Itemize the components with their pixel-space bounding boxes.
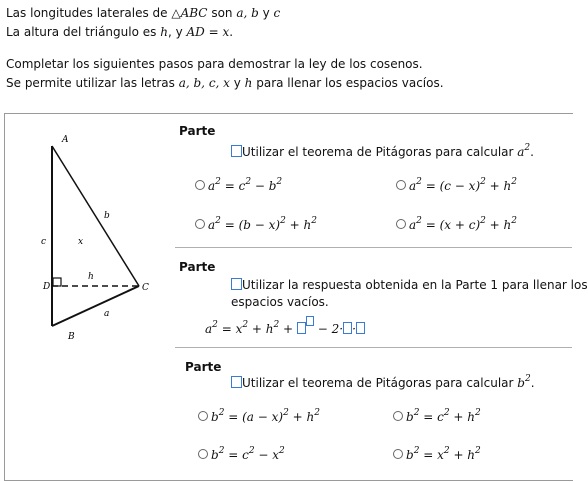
radio-icon[interactable] <box>195 180 205 190</box>
blank-input-3[interactable] <box>356 322 365 334</box>
label-x: x <box>78 237 84 247</box>
radio-icon[interactable] <box>198 411 208 421</box>
part2-label: Parte <box>179 260 216 274</box>
part3-prompt: Utilizar el teorema de Pitágoras para calcular $b^2$. <box>231 376 535 390</box>
blank-input-1[interactable] <box>297 322 306 334</box>
part3-checkbox-icon <box>231 376 242 388</box>
label-a: a <box>104 309 110 319</box>
radio-icon[interactable] <box>198 449 208 459</box>
statement-line-2 <box>6 23 444 42</box>
divider <box>175 247 572 248</box>
text: para llenar los espacios vacíos. <box>252 76 444 90</box>
label-C: C <box>142 283 149 293</box>
problem-statement <box>6 4 444 93</box>
height-var: h <box>160 25 168 39</box>
label-c: c <box>41 237 47 247</box>
triangle-figure <box>41 134 160 344</box>
ad-equation: AD = x <box>186 25 230 39</box>
label-A: A <box>62 135 69 145</box>
part1-prompt-var: $a^2$ <box>517 143 531 159</box>
part2-prompt: Utilizar la respuesta obtenida en la Parte 1 para llenar los espacios vacíos. <box>231 278 588 309</box>
allowed-var-h: h <box>244 76 253 90</box>
statement-line-4 <box>6 74 444 93</box>
text: Las longitudes laterales de <box>6 6 172 20</box>
triangle-name: △ABC <box>171 6 208 20</box>
statement-line-1 <box>6 4 444 23</box>
part2-equation: $a^2 = x^2 + h^2$ + − 2· · <box>205 316 365 336</box>
blank-exponent-input[interactable] <box>306 316 314 326</box>
part1-option-3[interactable]: $a^2 = (b - x)^2 + h^2$ <box>195 218 317 232</box>
text: Se permite utilizar las letras <box>6 76 179 90</box>
part1-label: Parte <box>179 124 216 138</box>
text: y <box>229 76 245 90</box>
part3-label: Parte <box>185 360 222 374</box>
statement-line-3: Completar los siguientes pasos para demostrar la ley de los cosenos. <box>6 57 423 71</box>
radio-icon[interactable] <box>195 219 205 229</box>
text: y <box>258 6 274 20</box>
text: La altura del triángulo es <box>6 25 161 39</box>
radio-icon[interactable] <box>393 411 403 421</box>
part1-prompt: Utilizar el teorema de Pitágoras para calcular $a^2$. <box>231 145 534 159</box>
side-vars: a, b <box>236 6 259 20</box>
text: . <box>229 25 234 39</box>
blank-input-2[interactable] <box>343 322 352 334</box>
part3-option-4[interactable]: $b^2 = x^2 + h^2$ <box>393 448 481 462</box>
divider <box>175 347 572 348</box>
part1-checkbox-icon <box>231 145 242 157</box>
part3-option-3[interactable]: $b^2 = c^2 - x^2$ <box>198 448 285 462</box>
allowed-vars: a, b, c, x <box>178 76 230 90</box>
radio-icon[interactable] <box>396 180 406 190</box>
part3-prompt-var: $b^2$ <box>517 374 531 390</box>
text: , y <box>167 25 187 39</box>
part1-option-4[interactable]: $a^2 = (x + c)^2 + h^2$ <box>396 218 517 232</box>
part2-checkbox-icon <box>231 278 242 290</box>
part1-option-2[interactable]: $a^2 = (c - x)^2 + h^2$ <box>396 179 517 193</box>
text: son <box>207 6 237 20</box>
label-b: b <box>104 211 110 221</box>
radio-icon[interactable] <box>393 449 403 459</box>
label-D: D <box>43 282 51 292</box>
part1-option-1[interactable]: $a^2 = c^2 - b^2$ <box>195 179 282 193</box>
part3-option-1[interactable]: $b^2 = (a - x)^2 + h^2$ <box>198 410 320 424</box>
part3-option-2[interactable]: $b^2 = c^2 + h^2$ <box>393 410 481 424</box>
label-h: h <box>88 272 94 282</box>
side-var-c: c <box>273 6 281 20</box>
label-B: B <box>68 332 75 342</box>
radio-icon[interactable] <box>396 219 406 229</box>
